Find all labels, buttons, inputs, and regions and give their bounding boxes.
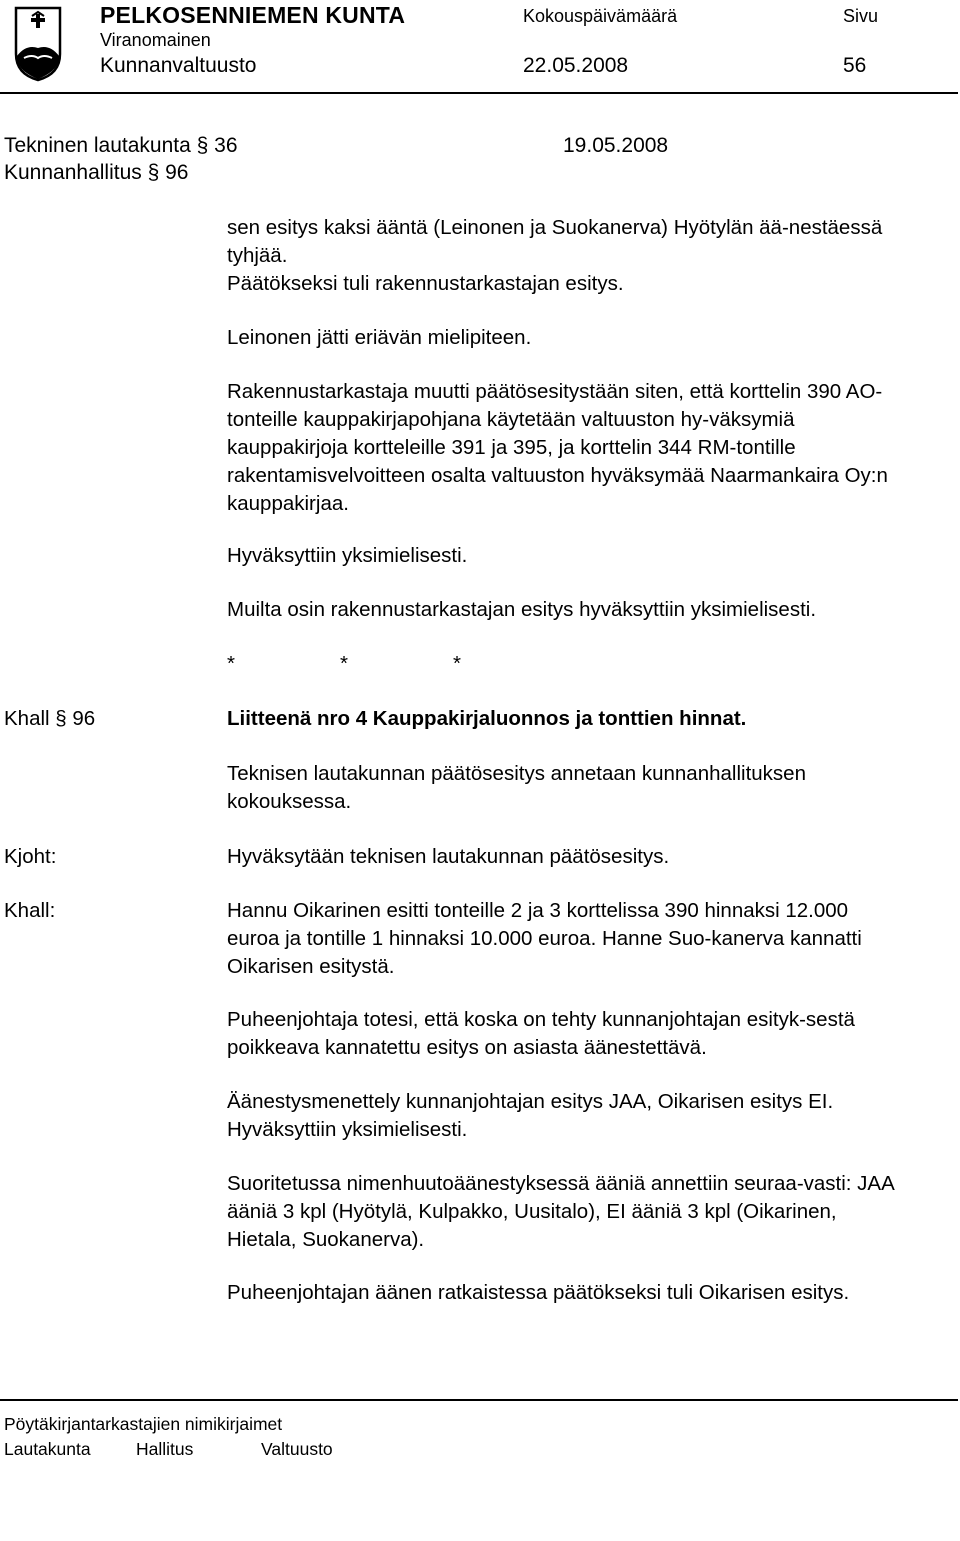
reference-tekninen: Tekninen lautakunta § 36: [4, 134, 238, 157]
section-separator: [227, 650, 566, 678]
municipality-name: PELKOSENNIEMEN KUNTA: [100, 2, 406, 28]
attachment-note: Liitteenä nro 4 Kauppakirjaluonnos ja tonttien hinnat.: [227, 707, 747, 730]
separator-star: *: [227, 652, 235, 675]
paragraph-decision: Päätökseksi tuli rakennustarkastajan esitys.: [227, 272, 624, 295]
page-number: 56: [843, 54, 867, 77]
reference-kunnanhallitus: Kunnanhallitus § 96: [4, 161, 189, 184]
body-name: Kunnanvaltuusto: [100, 54, 257, 77]
paragraph-amendment: Rakennustarkastaja muutti päätösesitystään siten, että korttelin 390 AO-tonteille kauppakirjapohjana käytetään valtuuston hy-väksymiä kauppakirjoja kortteleille 391 ja 395, ja korttelin 344 RM-tontille rakentamisvelvoitteen osalta valtuuston hyväksymää Naarmankaira Oy:n kauppakirjaa.: [227, 380, 888, 515]
page-label: Sivu: [843, 6, 879, 26]
khall-section-ref: Khall § 96: [4, 707, 96, 730]
paragraph-counter-proposal: Hannu Oikarinen esitti tonteille 2 ja 3 korttelissa 390 hinnaksi 12.000 euroa ja tontille 1 hinnaksi 10.000 euroa. Hanne Suo-kanerva kannatti Oikarisen esitystä.: [227, 899, 862, 978]
paragraph-final-decision: Puheenjohtajan äänen ratkaistessa päätökseksi tuli Oikarisen esitys.: [227, 1281, 850, 1304]
date-label: Kokouspäivämäärä: [523, 6, 678, 26]
paragraph-approved: Hyväksyttiin yksimielisesti.: [227, 544, 468, 567]
municipality-coat-of-arms: [14, 6, 62, 82]
separator-star: *: [340, 652, 348, 675]
meeting-date: 22.05.2008: [523, 54, 629, 77]
body-label: Viranomainen: [100, 30, 211, 50]
reference-tekninen-date: 19.05.2008: [563, 134, 669, 157]
paragraph-rest-approved: Muilta osin rakennustarkastajan esitys hyväksyttiin yksimielisesti.: [227, 598, 817, 621]
signature-col-hallitus: Hallitus: [136, 1439, 194, 1459]
header-divider: [0, 92, 958, 94]
signature-col-valtuusto: Valtuusto: [261, 1439, 333, 1459]
signature-title: Pöytäkirjantarkastajien nimikirjaimet: [4, 1414, 283, 1434]
kjoht-proposal: Hyväksytään teknisen lautakunnan päätösesitys.: [227, 845, 670, 868]
footer-divider: [0, 1399, 958, 1401]
paragraph-voting-procedure: Äänestysmenettely kunnanjohtajan esitys JAA, Oikarisen esitys EI. Hyväksyttiin yksimielisesti.: [227, 1090, 834, 1141]
paragraph-chair-statement: Puheenjohtaja totesi, että koska on tehty kunnanjohtajan esityk-sestä poikkeava kannatettu esitys on asiasta äänestettävä.: [227, 1008, 855, 1059]
kjoht-label: Kjoht:: [4, 845, 57, 868]
paragraph-vote-result: Suoritetussa nimenhuutoäänestyksessä ääniä annettiin seuraa-vasti: JAA ääniä 3 kpl (Hyötylä, Kulpakko, Uusitalo), EI ääniä 3 kpl (Oikarinen, Hietala, Suokanerva).: [227, 1172, 894, 1251]
khall-label: Khall:: [4, 899, 56, 922]
paragraph-vote: sen esitys kaksi ääntä (Leinonen ja Suokanerva) Hyötylän ää-nestäessä tyhjää.: [227, 216, 883, 267]
separator-star: *: [453, 652, 461, 675]
signature-col-lautakunta: Lautakunta: [4, 1439, 91, 1459]
paragraph-dissent: Leinonen jätti eriävän mielipiteen.: [227, 326, 532, 349]
paragraph-proposal-forwarded: Teknisen lautakunnan päätösesitys annetaan kunnanhallituksen kokouksessa.: [227, 762, 806, 813]
